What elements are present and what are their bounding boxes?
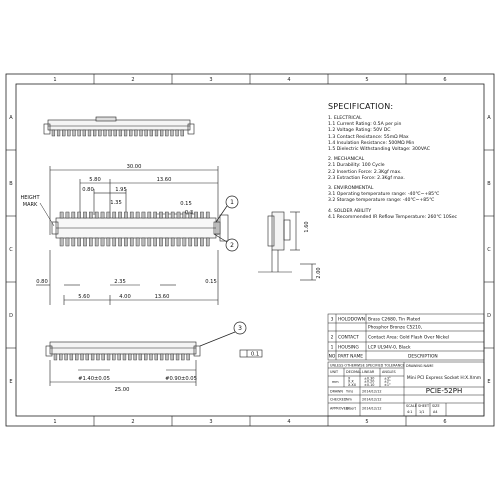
contact-lead <box>136 238 139 246</box>
contact-lead <box>177 238 180 246</box>
contact-lead <box>89 238 92 246</box>
plan-view <box>36 166 228 305</box>
contact-pin <box>171 130 174 136</box>
bom-row-3-desc: Brass C2680, Tin Plated <box>368 317 421 323</box>
dim-flatness: 0.1 <box>250 351 260 358</box>
contact-pin <box>139 354 142 360</box>
spec-section-heading: 2. MECHANICAL <box>328 157 365 163</box>
contact-lead <box>78 238 81 246</box>
contact-pin <box>176 354 179 360</box>
callout-1-label: 1 <box>230 199 234 206</box>
approved-by: albert <box>346 406 356 411</box>
spec-sections <box>328 116 496 221</box>
height-label: HEIGHT <box>20 195 40 201</box>
dim-1-95: 1.95 <box>115 187 127 193</box>
contact-pin <box>91 354 94 360</box>
contact-lead <box>83 212 86 218</box>
contact-pin <box>160 130 163 136</box>
contact-pin <box>67 130 70 136</box>
angles-label: ANGLES <box>382 370 396 374</box>
contact-pin <box>102 354 105 360</box>
checked-by: Nm <box>346 397 352 402</box>
contact-lead <box>189 238 192 246</box>
frame-col-6: 6 <box>443 77 447 83</box>
frame-col-2: 2 <box>131 77 135 83</box>
frame-row-c: C <box>9 247 13 253</box>
dim-front-pitch: #1.40±0.05 <box>78 376 110 382</box>
contact-pin <box>86 354 89 360</box>
frame-col-3: 3 <box>209 77 213 83</box>
spec-title: SPECIFICATION: <box>328 102 394 111</box>
approved-label: APPROVED <box>330 406 349 411</box>
contact-lead <box>124 238 127 246</box>
contact-lead <box>78 212 81 218</box>
frame-row-d: D <box>9 313 13 319</box>
frame-col-4: 4 <box>287 77 291 83</box>
bom-header-desc: DESCRIPTION <box>408 354 438 360</box>
contact-pin <box>165 354 168 360</box>
contact-pin <box>150 354 153 360</box>
contact-lead <box>206 238 209 246</box>
contact-pin <box>155 354 158 360</box>
frame-row-a: A <box>9 115 13 121</box>
frame-col-4b: 4 <box>287 419 291 425</box>
frame-row-c-r: C <box>487 247 491 253</box>
contact-lead <box>206 212 209 218</box>
dim-bottom-2-35: 2.35 <box>114 279 126 285</box>
height-mark-leader <box>40 203 54 226</box>
spec-section <box>328 116 496 153</box>
spec-section <box>328 186 496 205</box>
contact-pin <box>181 130 184 136</box>
spec-section <box>328 209 496 221</box>
contact-pin <box>78 130 81 136</box>
tol-lin-2: ±0.20 <box>364 379 375 384</box>
spec-item: 2.2 Insertion Force: 2.3Kgf max. <box>328 169 402 175</box>
contact-lead <box>95 212 98 218</box>
contact-pin <box>144 354 147 360</box>
contact-lead <box>148 238 151 246</box>
bom-header-no: NO <box>328 354 336 360</box>
contact-pin <box>62 130 65 136</box>
spec-item: 1.1 Current Rating: 0.5A per pin <box>328 122 402 128</box>
bom-row-1-desc: LCP UL94V-0, Black <box>368 345 411 351</box>
checked-label: CHECKED <box>330 397 347 402</box>
contact-pin <box>128 354 131 360</box>
contact-lead <box>95 238 98 246</box>
spec-section-heading: 4. SOLDER ABILITY <box>328 208 372 214</box>
contact-lead <box>66 212 69 218</box>
bom-row-3-part: HOLDDOWN <box>338 317 366 323</box>
contact-pin <box>145 130 148 136</box>
bom-row-2-desc-a: Phosphor Bronze C5210, <box>368 325 423 331</box>
bom-row-2-no: 2 <box>330 335 334 341</box>
dim-1-35: 1.35 <box>110 200 122 206</box>
contact-pin <box>119 130 122 136</box>
contact-lead <box>113 212 116 218</box>
sheet-label: SHEET <box>418 404 430 408</box>
part-number: PCIE-52PH <box>425 387 463 395</box>
contact-lead <box>72 238 75 246</box>
bom-row-2-desc: Contact Area: Gold Flash Over Nickel <box>368 335 450 341</box>
contact-lead <box>113 238 116 246</box>
contact-lead <box>177 212 180 218</box>
checked-date: 2014/12/12 <box>362 397 382 402</box>
drawing-name: Mini PCI Express Socket H:X.Xmm <box>406 376 482 381</box>
spec-item: 1.4 Insulation Resistance: 500MΩ Min <box>328 140 415 146</box>
frame-row-e-r: E <box>487 379 491 385</box>
spec-item: 1.2 Voltage Rating: 50V DC <box>328 128 391 134</box>
dim-0-3: 0.3 <box>184 210 194 216</box>
frame-col-1b: 1 <box>53 419 57 425</box>
drawing-name-label: DRAWING NAME <box>406 364 434 368</box>
contact-pin <box>129 130 132 136</box>
contact-lead <box>194 212 197 218</box>
contact-pin <box>98 130 101 136</box>
contact-lead <box>101 212 104 218</box>
tol-dec-3: X.XX <box>348 382 357 387</box>
contact-lead <box>72 212 75 218</box>
contact-pin <box>114 130 117 136</box>
contact-pin <box>171 354 174 360</box>
contact-lead <box>118 238 121 246</box>
contact-pin <box>140 130 143 136</box>
drawn-label: DRAWN <box>330 389 343 394</box>
spec-section-heading: 1. ELECTRICAL <box>328 116 362 121</box>
contact-lead <box>124 212 127 218</box>
scale-label: SCALE <box>406 404 417 408</box>
dim-bottom-13-60: 13.60 <box>154 294 170 300</box>
spec-item: 1.3 Contact Resistance: 55mΩ Max <box>328 134 409 140</box>
bom-row-1-part: HOUSING <box>338 345 359 351</box>
dim-13-60: 13.60 <box>156 177 172 183</box>
scale-value: 4:1 <box>407 410 413 414</box>
contact-pin <box>96 354 99 360</box>
dim-side-2-00: 2.00 <box>316 267 322 279</box>
contact-pin <box>65 354 68 360</box>
contact-lead <box>101 238 104 246</box>
callout-2-label: 2 <box>230 242 234 249</box>
frame-col-6b: 6 <box>443 419 447 425</box>
tol-lin-1: ±0.30 <box>364 376 375 381</box>
contact-pin <box>83 130 86 136</box>
dim-bottom-0-80: 0.80 <box>36 279 48 285</box>
contact-lead <box>66 238 69 246</box>
dim-bottom-5-60: 5.60 <box>78 294 90 300</box>
spec-item: 3.2 Storage temperature range: -40℃~+85℃ <box>328 198 435 204</box>
approved-date: 2014/12/12 <box>362 406 382 411</box>
dim-5-80: 5.80 <box>89 177 101 183</box>
drawn-by: Yms <box>346 389 354 394</box>
size-value: A4 <box>433 410 438 414</box>
spec-item: 1.5 Dielectric Withstanding Voltage: 300VAC <box>328 147 430 153</box>
spec-item: 4.1 Recommended IR Reflow Temperature: 260℃ 10Sec <box>328 214 458 220</box>
top-profile-view <box>44 117 194 136</box>
contact-lead <box>171 212 174 218</box>
contact-pin <box>107 354 110 360</box>
unit-label: UNIT <box>330 370 339 374</box>
tol-ang-1: ±3° <box>384 376 391 381</box>
dim-30-00: 30.00 <box>126 164 142 170</box>
frame-col-2b: 2 <box>131 419 135 425</box>
contact-pin <box>165 130 168 136</box>
contact-pin <box>118 354 121 360</box>
dim-0-15: 0.15 <box>180 201 192 207</box>
drawn-date: 2014/12/12 <box>362 389 382 394</box>
frame-row-b: B <box>9 181 13 187</box>
contact-pin <box>93 130 96 136</box>
contact-lead <box>107 212 110 218</box>
bom-row-3-no: 3 <box>330 317 334 323</box>
frame-col-1: 1 <box>53 77 57 83</box>
mark-label: MARK <box>22 202 38 208</box>
spec-item: 2.1 Durability: 100 Cycle <box>328 163 385 169</box>
dim-front-hole: #0.90±0.05 <box>165 376 197 382</box>
contact-lead <box>142 212 145 218</box>
tol-dec-1: X <box>348 376 351 381</box>
tol-lin-3: ±0.10 <box>364 382 375 387</box>
contact-lead <box>200 238 203 246</box>
contact-pin <box>123 354 126 360</box>
contact-lead <box>154 212 157 218</box>
contact-pin <box>181 354 184 360</box>
dim-bottom-0-15: 0.15 <box>205 279 217 285</box>
spec-item: 3.1 Operating temperature range: -40℃~+85℃ <box>328 192 440 198</box>
contact-lead <box>130 212 133 218</box>
contact-pin <box>73 130 76 136</box>
sheet-value: 1/1 <box>419 410 425 414</box>
frame-row-b-r: B <box>487 181 491 187</box>
contact-pin <box>75 354 78 360</box>
dim-side-1-60: 1.60 <box>304 221 310 233</box>
contact-lead <box>183 238 186 246</box>
frame-col-5: 5 <box>365 77 369 83</box>
tol-ang-3: ±1° <box>384 382 391 387</box>
callout-3-label: 3 <box>238 325 242 332</box>
contact-lead <box>83 238 86 246</box>
contact-lead <box>159 212 162 218</box>
tol-dec-2: X.X <box>348 379 354 384</box>
dim-front-overall: 25.00 <box>114 387 130 393</box>
contact-lead <box>165 238 168 246</box>
contact-lead <box>154 238 157 246</box>
contact-pin <box>134 130 137 136</box>
contact-lead <box>148 212 151 218</box>
spec-section-heading: 3. ENVIRONMENTAL <box>328 186 374 192</box>
contact-lead <box>171 238 174 246</box>
contact-lead <box>194 238 197 246</box>
contact-pin <box>176 130 179 136</box>
contact-pin <box>81 354 84 360</box>
contact-lead <box>142 238 145 246</box>
contact-pin <box>150 130 153 136</box>
contact-lead <box>60 238 63 246</box>
contact-lead <box>89 212 92 218</box>
contact-lead <box>130 238 133 246</box>
contact-pin <box>52 130 55 136</box>
contact-pin <box>88 130 91 136</box>
contact-lead <box>159 238 162 246</box>
spec-item: 2.3 Extraction Force: 2.3Kgf max. <box>328 175 405 181</box>
contact-pin <box>109 130 112 136</box>
contact-pin <box>59 354 62 360</box>
dim-bottom-4-00: 4.00 <box>119 294 131 300</box>
linear-label: LINEAR <box>362 370 375 374</box>
frame-row-d-r: D <box>487 313 491 319</box>
contact-pin <box>112 354 115 360</box>
spec-section <box>328 157 496 182</box>
specification-panel <box>328 102 496 221</box>
contact-lead <box>200 212 203 218</box>
decimal-label: DECIMAL <box>346 370 362 374</box>
dim-0-80: 0.80 <box>82 187 94 193</box>
contact-pin <box>134 354 137 360</box>
contact-pin <box>54 354 57 360</box>
contact-lead <box>165 212 168 218</box>
contact-pin <box>57 130 60 136</box>
unit-value: mm <box>332 380 339 384</box>
contact-lead <box>60 212 63 218</box>
bom-header-part: PART NAME <box>338 354 364 360</box>
contact-pin <box>70 354 73 360</box>
bom-row-1-no: 1 <box>330 345 334 351</box>
bom-row-2-part: CONTACT <box>338 335 359 341</box>
contact-pin <box>187 354 190 360</box>
tolerance-note: UNLESS OTHERWISE SPECIFIED TOLERANCE <box>330 363 405 368</box>
contact-pin <box>124 130 127 136</box>
frame-row-e: E <box>9 379 13 385</box>
tol-ang-2: ±2° <box>384 379 391 384</box>
dimension-labels <box>36 164 259 393</box>
contact-pin <box>160 354 163 360</box>
contact-pin <box>155 130 158 136</box>
contact-pin <box>104 130 107 136</box>
frame-col-5b: 5 <box>365 419 369 425</box>
size-label: SIZE <box>432 404 440 408</box>
contact-lead <box>136 212 139 218</box>
contact-lead <box>107 238 110 246</box>
frame-col-3b: 3 <box>209 419 213 425</box>
contact-lead <box>118 212 121 218</box>
frame-row-a-r: A <box>487 115 491 121</box>
